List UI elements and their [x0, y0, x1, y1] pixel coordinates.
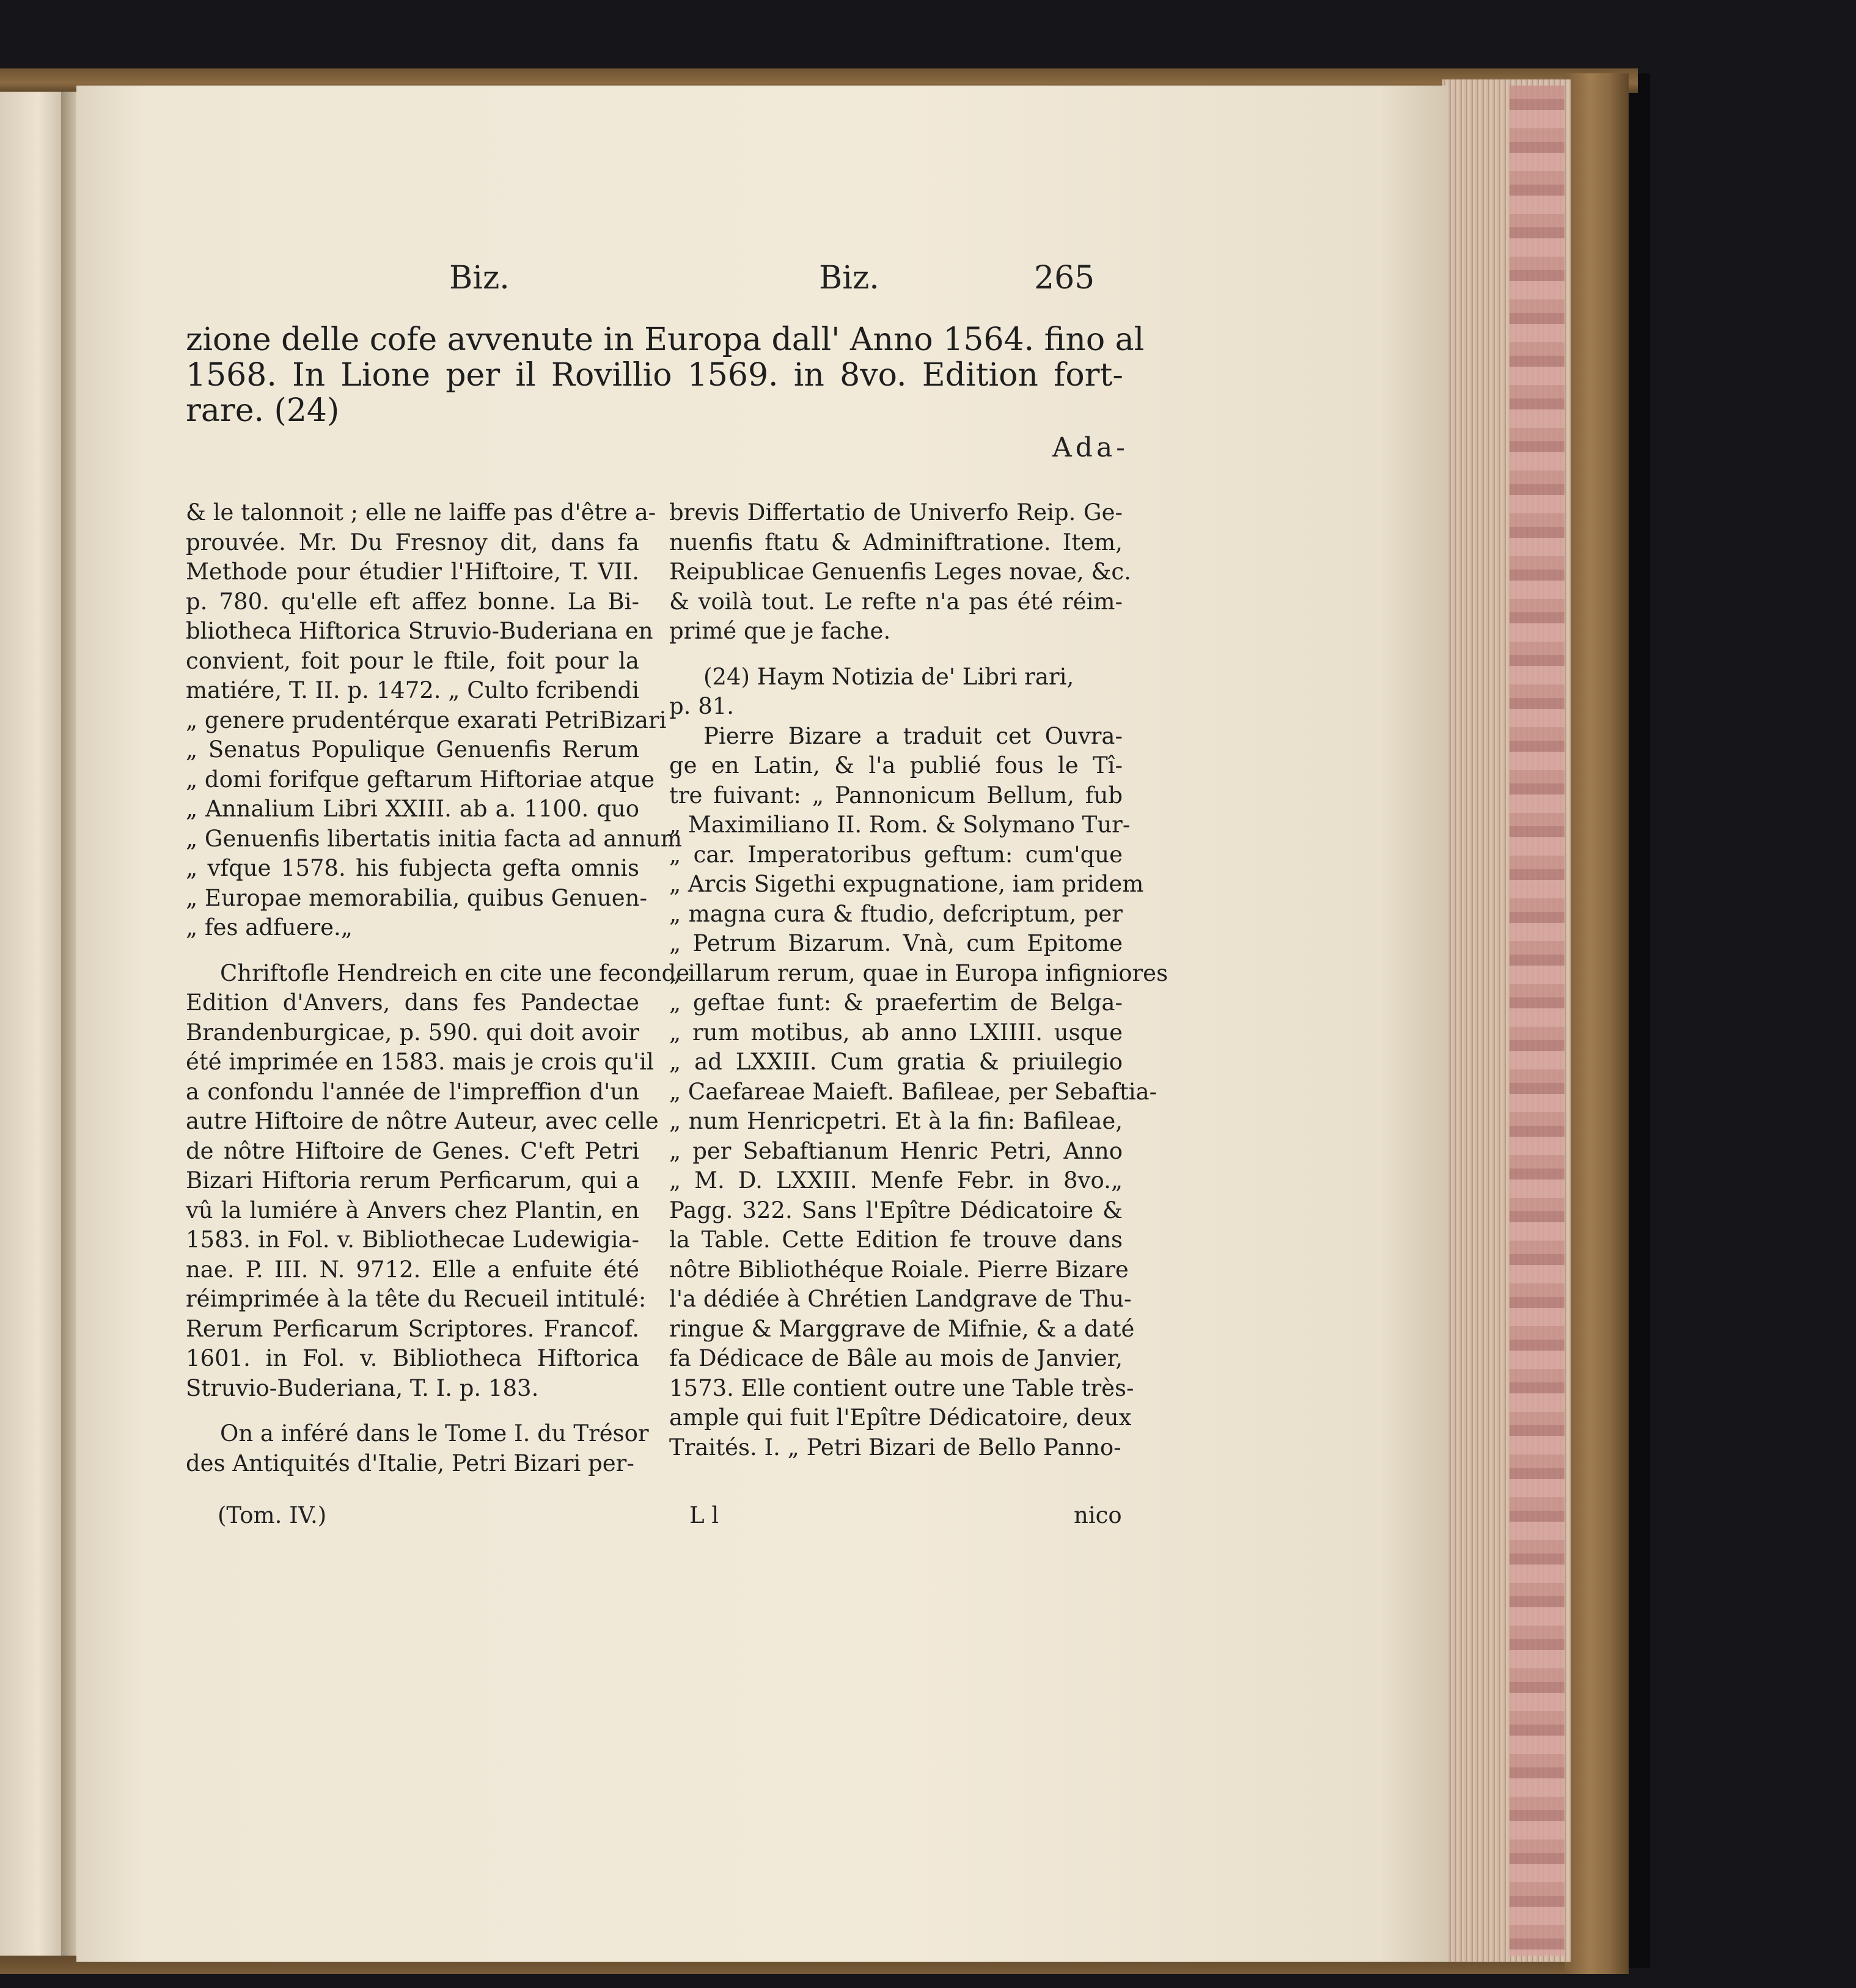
right-column — [669, 498, 1168, 1462]
text-line: „ rum motibus, ab anno LXIIII. usque — [669, 1019, 1123, 1046]
text-line: 1568. In Lione per il Rovillio 1569. in 8vo. Edition fort- — [186, 357, 1123, 394]
text-line: „ geftae funt: & praefertim de Belga- — [669, 989, 1123, 1016]
text-line: 1601. in Fol. v. Bibliotheca Hiftorica — [186, 1345, 639, 1371]
text-line: „ magna cura & ftudio, defcriptum, per — [669, 900, 1123, 927]
text-line: nae. P. III. N. 9712. Elle a enfuite été — [186, 1256, 639, 1283]
text-line: ample qui fuit l'Epître Dédicatoire, deux — [669, 1404, 1132, 1431]
page-number: 265 — [1034, 260, 1095, 296]
text-line: „ Petrum Bizarum. Vnà, cum Epitome — [669, 930, 1123, 956]
text-line: nuenfis ftatu & Adminiftratione. Item, — [669, 529, 1123, 556]
text-line: „ Caefareae Maieft. Bafileae, per Sebaftia- — [669, 1078, 1157, 1105]
text-line: Brandenburgicae, p. 590. qui doit avoir — [186, 1019, 639, 1046]
text-line: ge en Latin, & l'a publié fous le Tî- — [669, 752, 1123, 779]
text-line: réimprimée à la tête du Recueil intitulé: — [186, 1286, 647, 1312]
text-line: l'a dédiée à Chrétien Landgrave de Thu- — [669, 1286, 1132, 1312]
text-line: rare. (24) — [186, 392, 340, 429]
text-line: „ fes adfuere.„ — [186, 914, 353, 941]
text-line: „ genere prudentérque exarati PetriBizari — [186, 706, 667, 733]
text-line: Reipublicae Genuenfis Leges novae, &c. — [669, 559, 1131, 585]
text-line: (24) Haym Notizia de' Libri rari, — [703, 663, 1074, 690]
text-line: „ Maximiliano II. Rom. & Solymano Tur- — [669, 812, 1131, 838]
text-line: ringue & Marggrave de Mifnie, & a daté — [669, 1315, 1135, 1342]
text-line: & le talonnoit ; elle ne laiffe pas d'être a- — [186, 499, 656, 526]
text-line: bliotheca Hiftorica Struvio-Buderiana en — [186, 618, 653, 644]
continuation-paragraph — [186, 321, 1145, 429]
text-line: nôtre Bibliothéque Roiale. Pierre Bizare — [669, 1256, 1129, 1283]
text-line: Struvio-Buderiana, T. I. p. 183. — [186, 1374, 539, 1401]
text-line: „ num Henricpetri. Et à la fin: Bafileae, — [669, 1108, 1123, 1134]
text-line: vû la lumiére à Anvers chez Plantin, en — [186, 1197, 639, 1223]
text-line: „ ad LXXIII. Cum gratia & priuilegio — [669, 1049, 1123, 1075]
text-line: Chriftofle Hendreich en cite une feconde — [220, 959, 690, 986]
signature-mark: L l — [689, 1502, 719, 1528]
text-line: prouvée. Mr. Du Fresnoy dit, dans fa — [186, 529, 639, 556]
text-line: zione delle cofe avvenute in Europa dall' Anno 1564. fino al — [186, 321, 1145, 358]
text-line: „ illarum rerum, quae in Europa infigniores — [669, 959, 1168, 986]
text-line: tre fuivant: „ Pannonicum Bellum, fub — [669, 782, 1123, 809]
text-line: „ per Sebaftianum Henric Petri, Anno — [669, 1137, 1123, 1164]
text-line: „ vfque 1578. his fubjecta gefta omnis — [186, 855, 639, 881]
catchword-bottom: nico — [1074, 1502, 1122, 1528]
text-line: Methode pour étudier l'Hiftoire, T. VII. — [186, 559, 639, 585]
text-line: „ Europae memorabilia, quibus Genuen- — [186, 884, 647, 911]
text-line: & voilà tout. Le refte n'a pas été réim- — [669, 588, 1123, 615]
text-line: été imprimée en 1583. mais je crois qu'il — [186, 1049, 654, 1075]
paragraph-gap — [186, 1403, 639, 1419]
text-line: Rerum Perficarum Scriptores. Francof. — [186, 1315, 639, 1342]
text-line: primé que je fache. — [669, 618, 891, 644]
text-line: 1583. in Fol. v. Bibliothecae Ludewigia- — [186, 1227, 639, 1253]
text-line: Pagg. 322. Sans l'Epître Dédicatoire & — [669, 1197, 1123, 1223]
left-column — [186, 498, 690, 1478]
text-line: fa Dédicace de Bâle au mois de Janvier, — [669, 1345, 1123, 1371]
text-line: Bizari Hiftoria rerum Perficarum, qui a — [186, 1167, 639, 1194]
text-line: 1573. Elle contient outre une Table très- — [669, 1374, 1134, 1401]
text-line: Edition d'Anvers, dans fes Pandectae — [186, 989, 639, 1016]
text-line: p. 780. qu'elle eft affez bonne. La Bi- — [186, 588, 639, 615]
text-line: „ M. D. LXXIII. Menfe Febr. in 8vo.„ — [669, 1167, 1123, 1194]
text-line: „ Arcis Sigethi expugnatione, iam pridem — [669, 871, 1144, 897]
paragraph-gap — [669, 647, 1123, 662]
text-line: „ Annalium Libri XXIII. ab a. 1100. quo — [186, 796, 639, 822]
text-line: la Table. Cette Edition fe trouve dans — [669, 1227, 1123, 1253]
text-line: de nôtre Hiftoire de Genes. C'eft Petri — [186, 1137, 639, 1164]
text-line: Traités. I. „ Petri Bizari de Bello Panno- — [669, 1434, 1121, 1461]
running-head-left: Biz. — [449, 260, 510, 296]
text-line: „ car. Imperatoribus geftum: cum'que — [669, 841, 1123, 868]
text-line: matiére, T. II. p. 1472. „ Culto fcribendi — [186, 677, 639, 703]
text-line: a confondu l'année de l'impreffion d'un — [186, 1078, 639, 1105]
text-line: des Antiquités d'Italie, Petri Bizari per- — [186, 1450, 634, 1476]
text-line: autre Hiftoire de nôtre Auteur, avec celle — [186, 1108, 659, 1134]
text-line: „ Genuenfis libertatis initia facta ad annum — [186, 825, 682, 852]
catchword-top: Ada- — [1052, 432, 1129, 463]
book-cover-right — [1564, 73, 1629, 1974]
text-line: brevis Differtatio de Univerfo Reip. Ge- — [669, 499, 1123, 526]
text-line: „ Senatus Populique Genuenfis Rerum — [186, 736, 639, 763]
sprinkled-page-edge — [1509, 86, 1564, 1956]
text-line: On a inféré dans le Tome I. du Trésor — [220, 1420, 649, 1447]
running-head-right: Biz. — [819, 260, 879, 296]
text-line: „ domi forifque geftarum Hiftoriae atque — [186, 766, 655, 793]
text-line: p. 81. — [669, 693, 735, 719]
left-page-sliver — [0, 92, 64, 1956]
paragraph-gap — [186, 943, 639, 959]
text-line: convient, foit pour le ftile, foit pour la — [186, 647, 639, 674]
text-line: Pierre Bizare a traduit cet Ouvra- — [703, 722, 1123, 749]
volume-mark: (Tom. IV.) — [218, 1502, 327, 1528]
